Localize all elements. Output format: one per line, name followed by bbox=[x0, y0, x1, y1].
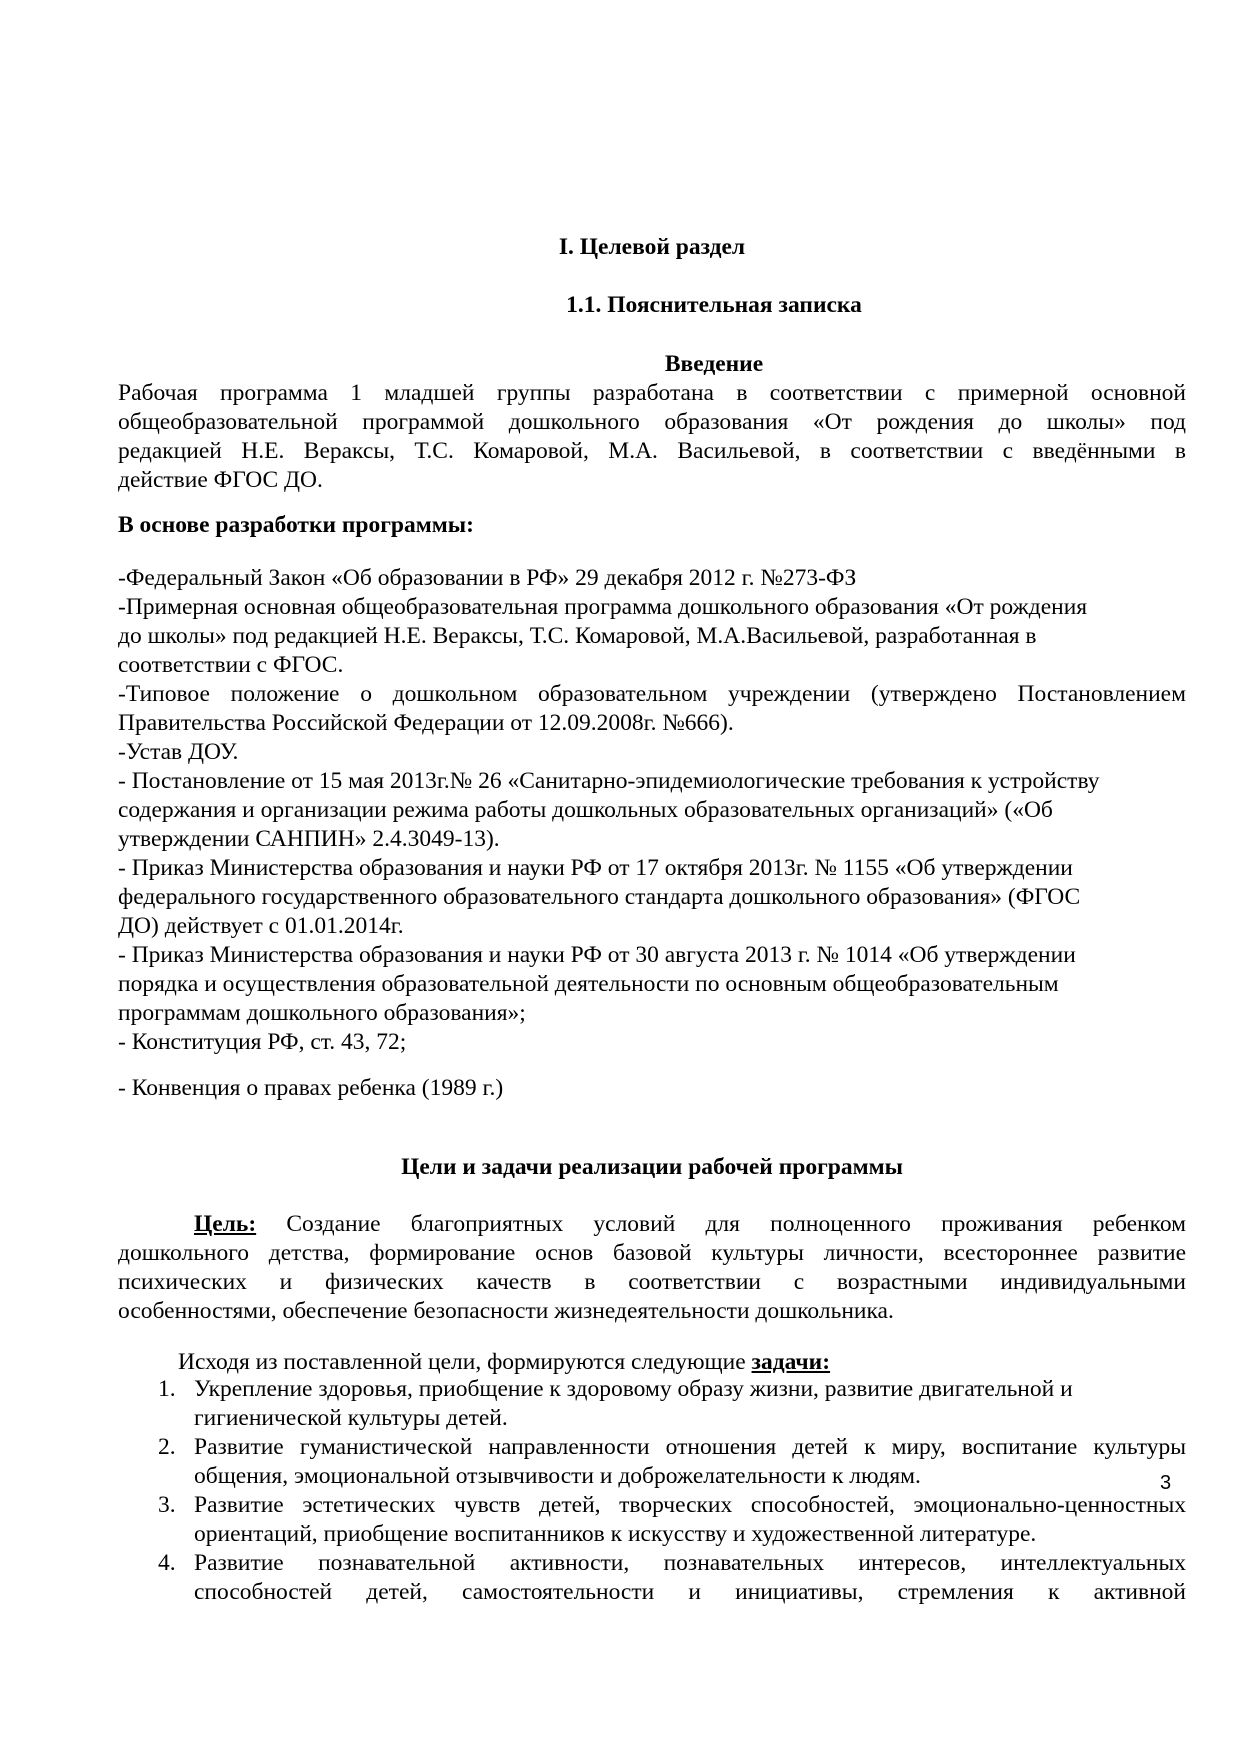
intro-heading: Введение bbox=[664, 351, 764, 377]
task-text: общения, эмоциональной отзывчивости и доброжелательности к людям. bbox=[194, 1463, 921, 1489]
basis-list-line: - Постановление от 15 мая 2013г.№ 26 «Санитарно-эпидемиологические требования к устройству bbox=[118, 768, 1100, 794]
task-number: 4. bbox=[158, 1550, 176, 1576]
task-line bbox=[194, 1520, 1186, 1549]
task-number: 1. bbox=[158, 1376, 176, 1402]
task-line bbox=[194, 1404, 1186, 1433]
task-line bbox=[194, 1578, 1186, 1607]
basis-list-line: содержания и организации режима работы дошкольных образовательных организаций» («Об bbox=[118, 797, 1053, 823]
basis-heading: В основе разработки программы: bbox=[118, 512, 474, 538]
task-number: 3. bbox=[158, 1492, 176, 1518]
intro-line: Рабочая программа 1 младшей группы разработана в соответствии с примерной основной bbox=[118, 380, 1186, 406]
task-text: Развитие познавательной активности, познавательных интересов, интеллектуальных bbox=[194, 1550, 1186, 1576]
task-text: Укрепление здоровья, приобщение к здоровому образу жизни, развитие двигательной и bbox=[194, 1376, 1073, 1402]
basis-list-line: федерального государственного образовательного стандарта дошкольного образования» (ФГОС bbox=[118, 884, 1081, 910]
goal-label: Цель: bbox=[194, 1211, 257, 1237]
tasks-intro-text: Исходя из поставленной цели, формируются следующие bbox=[178, 1349, 752, 1375]
section-heading: I. Целевой раздел bbox=[558, 234, 746, 260]
task-text: гигиенической культуры детей. bbox=[194, 1405, 508, 1431]
task-line bbox=[194, 1462, 1186, 1491]
task-line bbox=[158, 1375, 1186, 1404]
basis-list-line: программам дошкольного образования»; bbox=[118, 1000, 526, 1026]
basis-list-line: - Конвенция о правах ребенка (1989 г.) bbox=[118, 1075, 504, 1101]
goal-line: дошкольного детства, формирование основ базовой культуры личности, всестороннее развитие bbox=[118, 1240, 1186, 1266]
goal-text: Создание благоприятных условий для полноценного проживания ребенком bbox=[286, 1211, 1186, 1237]
tasks-intro bbox=[178, 1348, 1240, 1377]
intro-line: редакцией Н.Е. Вераксы, Т.С. Комаровой, М.А. Васильевой, в соответствии с введёнными в bbox=[118, 438, 1186, 464]
basis-list-line: соответствии с ФГОС. bbox=[118, 652, 344, 678]
task-line bbox=[158, 1491, 1186, 1520]
basis-list-line: ДО) действует с 01.01.2014г. bbox=[118, 913, 404, 939]
basis-list-line: - Приказ Министерства образования и науки РФ от 17 октября 2013г. № 1155 «Об утверждении bbox=[118, 855, 1073, 881]
basis-list-line: -Типовое положение о дошкольном образовательном учреждении (утверждено Постановлением bbox=[118, 681, 1186, 707]
tasks-label: задачи: bbox=[751, 1349, 831, 1375]
goal-line: психических и физических качеств в соответствии с возрастными индивидуальными bbox=[118, 1269, 1186, 1295]
task-line bbox=[158, 1433, 1186, 1462]
basis-list-line: -Устав ДОУ. bbox=[118, 739, 239, 765]
goal-line: особенностями, обеспечение безопасности жизнедеятельности дошкольника. bbox=[118, 1298, 894, 1324]
goals-heading: Цели и задачи реализации рабочей программы bbox=[401, 1154, 903, 1180]
basis-list-line: - Приказ Министерства образования и науки РФ от 30 августа 2013 г. № 1014 «Об утверждении bbox=[118, 942, 1076, 968]
basis-list-line: Правительства Российской Федерации от 12.09.2008г. №666). bbox=[118, 710, 734, 736]
basis-list-line: до школы» под редакцией Н.Е. Вераксы, Т.С. Комаровой, М.А.Васильевой, разработанная в bbox=[118, 623, 1037, 649]
task-text: Развитие гуманистической направленности отношения детей к миру, воспитание культуры bbox=[194, 1434, 1186, 1460]
basis-list-line: порядка и осуществления образовательной деятельности по основным общеобразовательным bbox=[118, 971, 1059, 997]
task-text: ориентаций, приобщение воспитанников к искусству и художественной литературе. bbox=[194, 1521, 1037, 1547]
task-text: способностей детей, самостоятельности и инициативы, стремления к активной bbox=[194, 1579, 1186, 1605]
task-text: Развитие эстетических чувств детей, творческих способностей, эмоционально-ценностных bbox=[194, 1492, 1186, 1518]
goal-line bbox=[194, 1210, 1186, 1239]
basis-list-line: -Примерная основная общеобразовательная программа дошкольного образования «От рождения bbox=[118, 594, 1088, 620]
basis-list-line: утверждении САНПИН» 2.4.3049-13). bbox=[118, 826, 500, 852]
task-number: 2. bbox=[158, 1434, 176, 1460]
basis-list-line: - Конституция РФ, ст. 43, 72; bbox=[118, 1029, 407, 1055]
intro-line: общеобразовательной программой дошкольного образования «От рождения до школы» под bbox=[118, 409, 1186, 435]
subsection-heading: 1.1. Пояснительная записка bbox=[566, 292, 862, 318]
task-line bbox=[158, 1549, 1186, 1578]
basis-list-line: -Федеральный Закон «Об образовании в РФ» 29 декабря 2012 г. №273-ФЗ bbox=[118, 565, 857, 591]
intro-line: действие ФГОС ДО. bbox=[118, 467, 323, 493]
page-number: 3 bbox=[1160, 1472, 1172, 1494]
